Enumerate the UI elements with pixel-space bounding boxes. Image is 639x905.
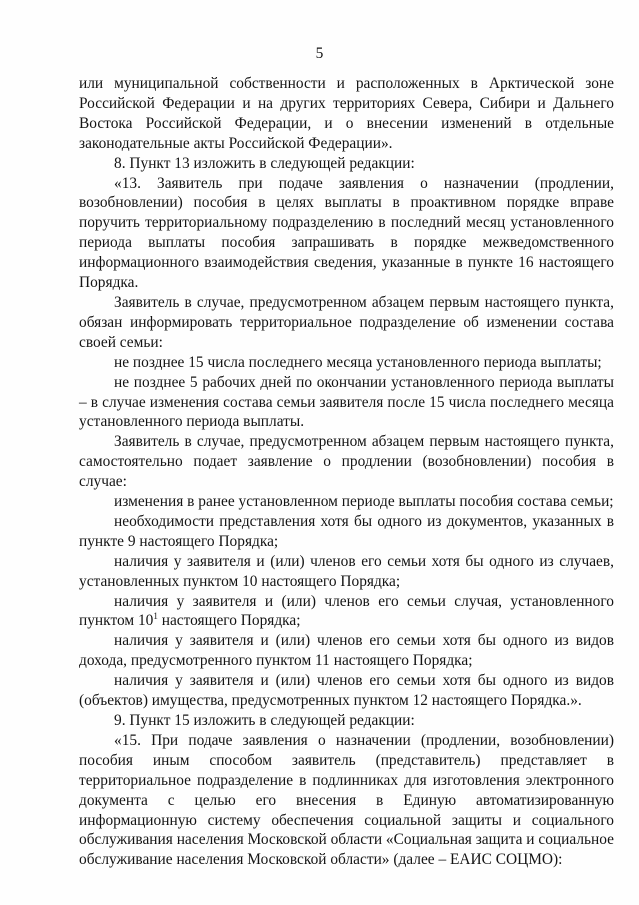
paragraph-1: или муниципальной собственности и расположенных в Арктической зоне Российской Федерации и на других территориях Севера, Сибири и Дальнего Востока Российской Федерации, и о внесении изменений в отдельные законодательные акты Российской Федерации». [79,75,614,152]
page-number: 5 [315,45,324,62]
paragraph-10: наличия у заявителя и (или) членов его семьи хотя бы одного из случаев, установленных пунктом 10 настоящего Порядка; [79,552,614,590]
paragraph-11 [79,592,614,632]
paragraph-7: Заявитель в случае, предусмотренном абзацем первым настоящего пункта, самостоятельно подает заявление о продлении (возобновлении) пособия в случае: [79,433,614,491]
paragraph-2: 8. Пункт 13 изложить в следующей редакции: [114,154,415,172]
paragraph-11-rest: настоящего Порядка; [157,612,301,630]
paragraph-11-superscript: 1 [153,611,158,622]
paragraph-4: Заявитель в случае, предусмотренном абзацем первым настоящего пункта, обязан информировать территориальное подразделение об изменении состава своей семьи: [79,293,614,351]
paragraph-11-point-number: 10 [137,612,154,630]
paragraph-13: наличия у заявителя и (или) членов его семьи хотя бы одного из видов (объектов) имущества, предусмотренных пунктом 12 настоящего Порядка.». [79,672,614,710]
paragraph-14: 9. Пункт 15 изложить в следующей редакции: [114,712,415,729]
paragraph-12: наличия у заявителя и (или) членов его семьи хотя бы одного из видов дохода, предусмотренного пунктом 11 настоящего Порядка; [79,632,614,670]
paragraph-3: «13. Заявитель при подаче заявления о назначении (продлении, возобновлении) пособия в целях выплаты в проактивном порядке вправе поручить территориальному подразделению в последний месяц установленного периода выплаты пособия запрашивать в порядке межведомственного информационного взаимодействия сведения, указанные в пункте 16 настоящего Порядка. [79,174,614,292]
paragraph-9: необходимости представления хотя бы одного из документов, указанных в пункте 9 настоящего Порядка; [79,512,614,550]
document-body [79,74,614,870]
paragraph-15: «15. При подаче заявления о назначении (продлении, возобновлении) пособия иным способом заявитель (представитель) представляет в территориальное подразделение в подлинниках для изготовления электронного документа с целью его внесения в Единую автоматизированную информационную систему обеспечения социальной защиты и социального обслуживания населения Московской области «Социальная защита и социальное обслуживание населения Московской области» (далее – ЕАИС СОЦМО): [79,731,614,869]
paragraph-5: не позднее 15 числа последнего месяца установленного периода выплаты; [114,353,602,371]
paragraph-6: не позднее 5 рабочих дней по окончании установленного периода выплаты – в случае изменения состава семьи заявителя после 15 числа последнего месяца установленного периода выплаты. [79,373,614,431]
paragraph-8: изменения в ранее установленном периоде выплаты пособия состава семьи; [114,493,614,511]
paragraph-11-text: наличия у заявителя и (или) членов его семьи случая, установленного пунктом [79,592,614,630]
